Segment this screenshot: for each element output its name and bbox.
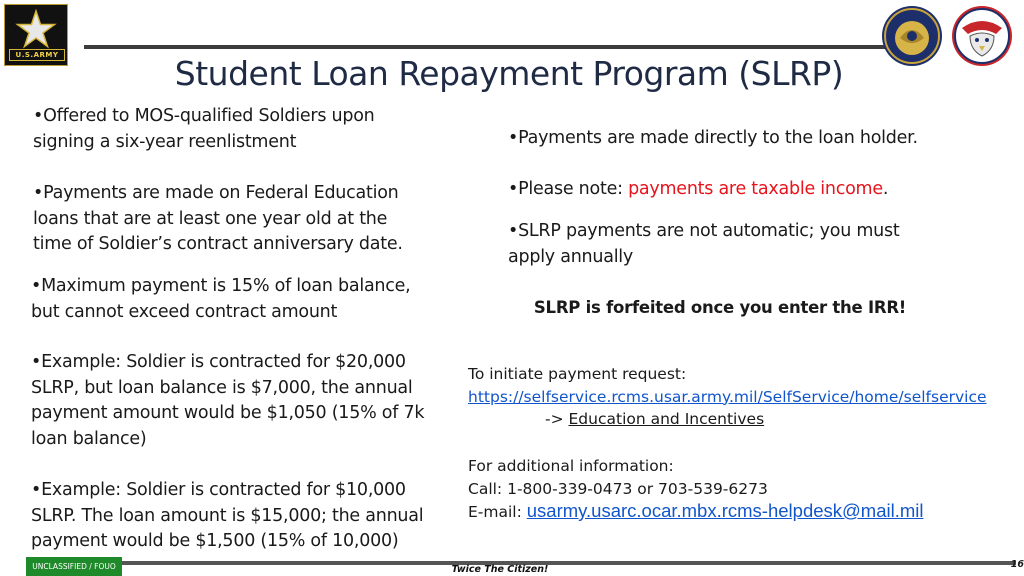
text-line: SLRP, but loan balance is $7,000, the annual <box>31 377 413 398</box>
page-number: 16 <box>1010 559 1024 570</box>
education-incentives-link[interactable]: Education and Incentives <box>568 410 765 428</box>
bullet-payments-direct: •Payments are made directly to the loan holder. <box>508 128 918 148</box>
taxable-income-highlight: payments are taxable income <box>628 179 883 199</box>
header-rule <box>84 45 910 49</box>
text-line: •Payments are made on Federal Education <box>33 183 399 203</box>
classification-banner: UNCLASSIFIED / FOUO <box>26 557 122 576</box>
contact-block <box>468 455 924 524</box>
note-prefix: •Please note: <box>508 179 629 199</box>
initiate-label: To initiate payment request: <box>468 365 687 383</box>
bullet-example-2 <box>31 478 423 555</box>
bullet-maximum-payment <box>31 274 410 325</box>
text-line: payment would be $1,500 (15% of 10,000) <box>31 531 399 551</box>
text-line: loan balance) <box>31 428 147 449</box>
email-label: E-mail: <box>468 503 527 521</box>
selfservice-link[interactable]: https://selfservice.rcms.usar.army.mil/SelfService/home/selfservice <box>468 387 987 406</box>
bullet-taxable-note <box>508 177 888 203</box>
bullet-example-1 <box>31 350 424 452</box>
text-line: payment amount would be $1,050 (15% of 7k <box>31 403 425 423</box>
phone-line: Call: 1-800-339-0473 or 703-539-6273 <box>468 479 768 498</box>
footer-tagline: Twice The Citizen! <box>451 564 549 575</box>
army-logo-text: U.S.ARMY <box>9 49 65 61</box>
bullet-offered <box>33 104 375 155</box>
bullet-federal-loans <box>33 181 403 258</box>
arrow-text: -> <box>545 410 569 428</box>
text-line: •Maximum payment is 15% of loan balance, <box>31 276 411 296</box>
text-line: but cannot exceed contract amount <box>31 301 338 322</box>
payment-request-block <box>468 363 987 431</box>
note-suffix: . <box>882 179 889 199</box>
forfeit-warning: SLRP is forfeited once you enter the IRR! <box>533 298 907 317</box>
text-line: •Offered to MOS-qualified Soldiers upon <box>33 106 375 126</box>
text-line: SLRP. The loan amount is $15,000; the annual <box>31 505 424 526</box>
page-title: Student Loan Repayment Program (SLRP) <box>174 54 844 93</box>
text-line: loans that are at least one year old at the <box>33 208 388 229</box>
text-line: •Example: Soldier is contracted for $10,000 <box>31 480 406 500</box>
text-line: time of Soldier’s contract anniversary date. <box>33 234 403 254</box>
additional-info-label: For additional information: <box>468 457 674 475</box>
bullet-not-automatic <box>508 219 899 270</box>
text-line: signing a six-year reenlistment <box>33 131 297 152</box>
text-line: •Example: Soldier is contracted for $20,000 <box>31 352 406 372</box>
helpdesk-email-link[interactable]: usarmy.usarc.ocar.mbx.rcms-helpdesk@mail.mil <box>526 500 924 521</box>
text-line: apply annually <box>508 246 634 267</box>
text-line: •SLRP payments are not automatic; you must <box>508 221 900 241</box>
